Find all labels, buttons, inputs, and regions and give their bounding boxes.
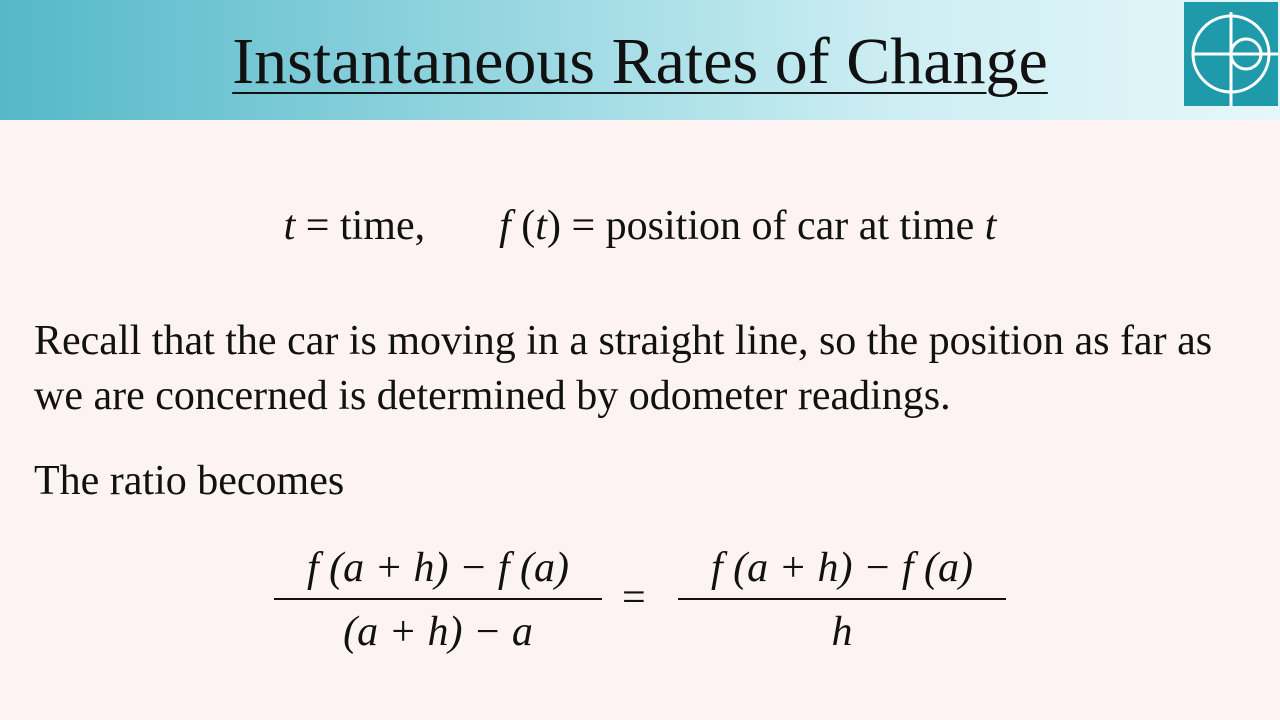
- explanation-paragraph: Recall that the car is moving in a straight line, so the position as far as we are concerned is determined by odometer readings.: [34, 318, 1213, 419]
- lhs-fraction: [274, 540, 602, 660]
- t-variable: t: [283, 203, 296, 249]
- title-banner: [0, 0, 1280, 120]
- t-definition: = time,: [295, 203, 426, 249]
- circle-cross-logo-icon: [1184, 2, 1278, 106]
- f-function: f: [499, 203, 511, 249]
- equals-sign: =: [622, 575, 646, 621]
- rhs-denominator: h: [831, 609, 853, 655]
- lhs-numerator: f (a + h) − f (a): [307, 545, 569, 591]
- rhs-numerator: f (a + h) − f (a): [711, 545, 973, 591]
- variable-definitions: t = time, f (t) = position of car at time t: [283, 203, 997, 249]
- lhs-denominator: (a + h) − a: [343, 609, 533, 655]
- f-definition: = position of car at time: [560, 203, 985, 249]
- difference-quotient-formula: [274, 540, 1014, 660]
- ratio-intro: The ratio becomes: [34, 458, 345, 504]
- slide-title: Instantaneous Rates of Change: [232, 25, 1048, 98]
- rhs-fraction: [678, 540, 1006, 660]
